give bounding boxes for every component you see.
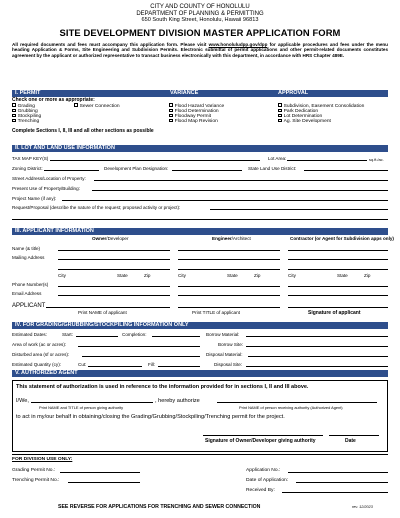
section-grading-info (12, 322, 388, 371)
fill-label: Fill: (148, 362, 156, 367)
approval-checklist (278, 104, 364, 124)
hereby-authorize-text: , hereby authorize (155, 398, 200, 404)
area-work-label: Area of work (ac or acres): (12, 342, 67, 347)
section-3-header: III. APPLICANT INFORMATION (12, 228, 388, 235)
checkbox[interactable] (74, 103, 78, 107)
completion-field[interactable] (152, 332, 200, 337)
contractor-mailing-field[interactable] (288, 255, 388, 260)
present-use-label: Present Use of Property/Building: (12, 186, 80, 191)
engineer-mailing-field-2[interactable] (178, 265, 280, 270)
intro-text-2: for applicable procedures and fees under the menu heading Application & Forms, Site Engineering and Subdivision Permits. Electronic submittal of permit applications and other permit-related documents constitutes agreement by the applicant or authorized representative to transact business electronically with this department, in accordance with HRS Chapter 489E. (12, 41, 388, 58)
signature-caption: Signature of applicant (308, 310, 361, 316)
application-no-field[interactable] (288, 468, 388, 473)
disposal-site-field[interactable] (246, 362, 388, 367)
checkbox[interactable] (12, 119, 16, 123)
completion-label: Completion: (122, 332, 147, 337)
grading-permit-no-label: Grading Permit No.: (12, 468, 56, 473)
engineer-name-field[interactable] (178, 246, 280, 251)
checkbox[interactable] (278, 114, 282, 118)
owner-signature-caption: Signature of Owner/Developer giving authority (205, 438, 316, 444)
iwe-label: I/We, (16, 398, 29, 404)
division-use-heading: FOR DIVISION USE ONLY: (12, 457, 73, 462)
variance-checklist (169, 104, 224, 124)
permit-option-label: Grubbing (17, 109, 38, 115)
permit-checklist-a (12, 104, 41, 124)
contractor-email-field[interactable] (288, 291, 388, 296)
division-use-section (12, 454, 388, 504)
grantor-name-field[interactable] (31, 398, 153, 403)
engineer-city-label: City (178, 273, 186, 278)
act-on-behalf-text: to act in my/our behalf in obtaining/closing the Grading/Grubbing/Stockpiling/Trenching permit for the project. (16, 414, 285, 420)
contractor-mailing-field-2[interactable] (288, 265, 388, 270)
start-field[interactable] (76, 332, 118, 337)
project-name-label: Project Name (if any): (12, 196, 57, 201)
zoning-label: Zoning District: (12, 166, 43, 171)
state-land-use-label: State Land Use District: (248, 166, 297, 171)
engineer-email-field[interactable] (178, 291, 280, 296)
owner-city-label: City (58, 273, 66, 278)
print-giving-caption: Print NAME and TITLE of person giving authority (39, 405, 124, 410)
owner-email-field[interactable] (58, 291, 170, 296)
contractor-col (290, 236, 394, 241)
print-receiving-caption: Print NAME of person receiving authority (Authorized Agent) (239, 405, 343, 410)
permit-option-label: Grading (17, 104, 35, 109)
contractor-state-label: State (337, 273, 348, 278)
complete-note: Complete Sections I, II, III and all other sections as possible (12, 128, 154, 134)
owner-zip-label: Zip (144, 273, 151, 278)
print-title-caption: Print TITLE of applicant (192, 310, 240, 315)
owner-mailing-field[interactable] (58, 255, 170, 260)
checkbox[interactable] (169, 103, 173, 107)
tmk-label: TAX MAP KEY(S) (12, 156, 49, 161)
engineer-zip-label: Zip (254, 273, 261, 278)
agency-line-2: DEPARTMENT OF PLANNING & PERMITTING (136, 10, 264, 17)
cut-label: Cut: (78, 362, 87, 367)
owner-name-field[interactable] (58, 246, 170, 251)
agency-address: 650 South King Street, Honolulu, Hawaii 96813 (141, 17, 259, 24)
section-4-header: IV. FOR GRADING/GRUBBING/STOCKPILING INFORMATION ONLY (12, 322, 388, 329)
variance-option-label: Floodway Permit (174, 114, 212, 120)
tmk-field[interactable] (50, 156, 260, 161)
owner-signature-field[interactable] (203, 431, 323, 436)
agency-header (12, 4, 388, 24)
intro-paragraph (12, 42, 388, 59)
application-form-page (12, 4, 394, 510)
section-5-header: V. AUTHORIZED AGENT (12, 370, 388, 377)
print-name-caption: Print NAME of applicant (78, 310, 127, 315)
request-field-line-2[interactable] (12, 215, 388, 220)
permit-option[interactable] (12, 119, 41, 124)
lot-area-field[interactable] (287, 156, 367, 161)
permit-col-header: I. PERMIT (15, 90, 41, 96)
form-title: SITE DEVELOPMENT DIVISION MASTER APPLICATION FORM (59, 26, 341, 38)
checkbox[interactable] (278, 109, 282, 113)
variance-option[interactable] (169, 119, 224, 124)
trenching-permit-no-field[interactable] (68, 478, 140, 483)
owner-col (92, 236, 129, 241)
variance-option-label: Flood Determination (174, 109, 219, 115)
dev-plan-label: Development Plan Designation: (104, 166, 169, 171)
approval-col-header: APPROVAL (278, 90, 309, 96)
engineer-col-label: Engineer (212, 236, 232, 241)
request-field[interactable] (210, 205, 388, 210)
contractor-col-label: Contractor (290, 236, 314, 241)
permit-option[interactable] (74, 104, 120, 109)
permit-option-label: Trenching (17, 119, 40, 125)
phone-label: Phone Number(s) (12, 282, 49, 287)
application-no-label: Application No.: (246, 468, 281, 473)
date-caption: Date (345, 438, 356, 444)
request-label: Request/Proposal (describe the nature of the request; proposed activity or project): (12, 205, 181, 210)
lot-area-units: sq.ft./ac. (369, 157, 384, 162)
applicant-print-name-field[interactable] (46, 303, 170, 308)
owner-col-label: Owner (92, 236, 107, 241)
applicant-label: APPLICANT (12, 303, 46, 309)
zoning-field[interactable] (44, 166, 99, 171)
received-by-label: Received By: (246, 488, 275, 493)
checkbox[interactable] (278, 103, 282, 107)
authorization-box (12, 380, 388, 452)
section-authorized-agent (12, 370, 388, 452)
section-lot-land-use (12, 145, 388, 230)
fill-field[interactable] (158, 362, 200, 367)
approval-option-label: Ag. Site Development (283, 119, 331, 125)
date-of-application-label: Date of Application: (246, 478, 289, 483)
variance-option-label: Flood Map Revision (174, 119, 218, 125)
engineer-mailing-field[interactable] (178, 255, 280, 260)
contractor-phone-field[interactable] (288, 282, 388, 287)
contractor-col-sub: (or Agent for Subdivision apps only) (313, 236, 394, 241)
variance-col-header: VARIANCE (170, 90, 199, 96)
check-prompt: Check one or more as appropriate: (12, 97, 95, 103)
owner-col-sub: /Developer (106, 236, 129, 241)
disposal-material-label: Disposal Material: (206, 352, 243, 357)
authorization-statement: This statement of authorization is used in reference to the information provided for in sections I, II and III above. (16, 384, 309, 390)
present-use-field[interactable] (92, 186, 388, 191)
checkbox[interactable] (12, 114, 16, 118)
email-label: Email Address (12, 291, 42, 296)
checkbox[interactable] (278, 119, 282, 123)
contractor-zip-label: Zip (364, 273, 371, 278)
permit-option-label: Stockpiling (17, 114, 42, 120)
disturbed-field[interactable] (82, 352, 200, 357)
approval-option-label: Park Dedication (283, 109, 319, 115)
footer (12, 504, 388, 512)
start-label: Start: (62, 332, 73, 337)
disposal-material-field[interactable] (248, 352, 388, 357)
borrow-material-field[interactable] (246, 332, 388, 337)
engineer-state-label: State (227, 273, 238, 278)
engineer-phone-field[interactable] (178, 282, 280, 287)
engineer-col (212, 236, 251, 241)
disposal-site-label: Disposal Site: (214, 362, 243, 367)
state-land-use-field[interactable] (304, 166, 388, 171)
section-2-header: II. LOT AND LAND USE INFORMATION (12, 145, 388, 152)
dev-plan-field[interactable] (172, 166, 242, 171)
section-applicant-info (12, 228, 394, 330)
lot-area-label: Lot Area: (268, 156, 287, 161)
checkbox[interactable] (169, 114, 173, 118)
contractor-city-label: City (288, 273, 296, 278)
borrow-site-field[interactable] (246, 342, 388, 347)
agency-line-1: CITY AND COUNTY OF HONOLULU (150, 4, 250, 10)
applicant-print-title-field[interactable] (178, 303, 280, 308)
borrow-material-label: Borrow Material: (206, 332, 240, 337)
variance-option-label: Flood Hazard Variance (174, 104, 225, 109)
checkbox[interactable] (12, 109, 16, 113)
grading-permit-no-field[interactable] (60, 468, 140, 473)
area-work-field[interactable] (78, 342, 200, 347)
owner-mailing-field-2[interactable] (58, 265, 170, 270)
website-link[interactable]: www.honoluludpp.gov/dpp (208, 41, 268, 47)
approval-option-label: Lot Determination (283, 114, 323, 120)
engineer-col-sub: /Architect (231, 236, 251, 241)
disturbed-label: Disturbed area (sf or acres): (12, 352, 70, 357)
date-of-application-field[interactable] (296, 478, 388, 483)
street-label: Street Address/Location of Property: (12, 176, 86, 181)
cut-field[interactable] (88, 362, 142, 367)
checkbox[interactable] (12, 103, 16, 107)
name-title-label: Name (& title) (12, 246, 41, 251)
project-name-field[interactable] (62, 196, 388, 201)
borrow-site-label: Borrow Site: (218, 342, 244, 347)
section-1-header (12, 90, 388, 97)
revision-date: rev. 12/2023 (352, 505, 373, 509)
owner-phone-field[interactable] (58, 282, 170, 287)
authorization-date-field[interactable] (329, 431, 379, 436)
checkbox[interactable] (169, 109, 173, 113)
owner-state-label: State (117, 273, 128, 278)
checkbox[interactable] (169, 119, 173, 123)
applicant-signature-field[interactable] (288, 303, 388, 308)
permit-checklist-b (74, 104, 120, 109)
section-permit (12, 90, 388, 135)
intro-text-1: All required documents and fees must accompany this application form. Please visit (12, 41, 209, 47)
street-field[interactable] (94, 176, 388, 181)
contractor-name-field[interactable] (288, 246, 388, 251)
est-qty-label: Estimated Quantity (cy): (12, 362, 62, 367)
received-by-field[interactable] (282, 488, 388, 493)
trenching-permit-no-label: Trenching Permit No.: (12, 478, 60, 483)
approval-option[interactable] (278, 119, 364, 124)
reverse-note: SEE REVERSE FOR APPLICATIONS FOR TRENCHING AND SEWER CONNECTION (58, 504, 261, 510)
mailing-label: Mailing Address (12, 255, 45, 260)
approval-option-label: Subdivision, Easement Consolidation (283, 104, 365, 109)
est-dates-label: Estimated Dates: (12, 332, 47, 337)
permit-option-label: Sewer Connection (79, 104, 120, 109)
agent-name-field[interactable] (217, 398, 377, 403)
